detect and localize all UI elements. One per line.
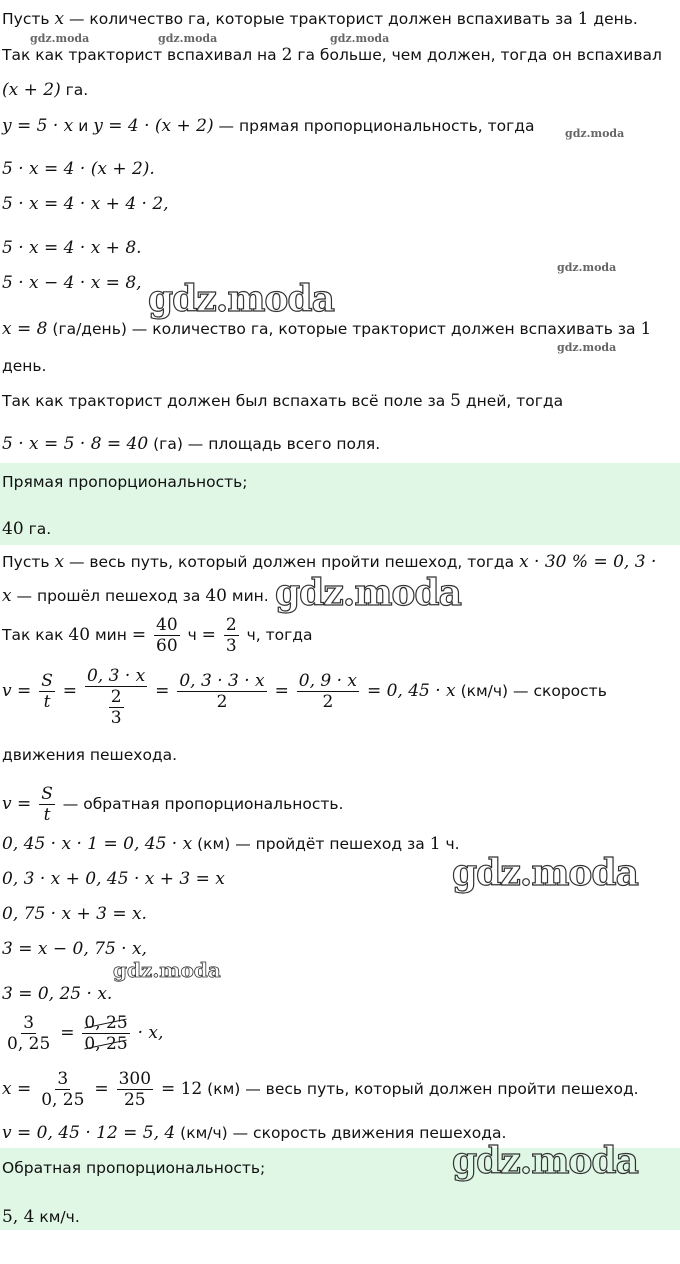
text-line: y = 5 · x и y = 4 · (x + 2) — прямая пропорциональность, тогда [2, 116, 535, 136]
equation: 0, 3 · x + 0, 45 · x + 3 = x [2, 869, 225, 889]
text-line: Пусть x — весь путь, который должен пройти пешеход, тогда x · 30 % = 0, 3 · [2, 552, 657, 572]
fraction: $\frac{300}{25}$ [118, 1069, 152, 1110]
fraction: $\frac{3}{0, 25}$ [7, 1013, 51, 1054]
equation: 5 · x − 4 · x = 8, [2, 273, 142, 293]
fraction: $\frac{0, 3 \cdot x}{\frac{2}{3}}$ [86, 666, 146, 728]
answer-text: 40 га. [2, 519, 52, 539]
equation: 5 · x = 4 · (x + 2). [2, 159, 155, 179]
fraction: $\frac{0, 3 \cdot 3 \cdot x}{2}$ [179, 671, 265, 712]
text-line: Так как тракторист должен был вспахать всё поле за 5 дней, тогда [2, 391, 564, 411]
watermark: gdz.moda [275, 572, 461, 614]
watermark: gdz.moda [113, 958, 221, 982]
fraction: $\frac{2}{3}$ [225, 615, 237, 656]
equation: x = $\frac{3}{0, 25}$ = $\frac{300}{25}$ = 12 (км) — весь путь, который должен пройти пешеход. [2, 1069, 639, 1110]
watermark: gdz.moda [148, 278, 334, 320]
text-line: Пусть x — количество га, которые тракторист должен вспахивать за 1 день. [2, 9, 638, 29]
equation: 5 · x = 4 · x + 8. [2, 238, 142, 258]
watermark: gdz.moda [330, 32, 390, 45]
watermark: gdz.moda [158, 32, 218, 45]
watermark: gdz.moda [557, 261, 617, 274]
fraction: $\frac{S}{t}$ [41, 671, 53, 712]
answer-text: Прямая пропорциональность; [2, 473, 248, 491]
watermark: gdz.moda [452, 852, 638, 894]
text-line: x = 8 (га/день) — количество га, которые тракторист должен вспахивать за 1 [2, 319, 652, 339]
equation: 0, 75 · x + 3 = x. [2, 904, 147, 924]
fraction: $\frac{3}{0, 25}$ [41, 1069, 85, 1110]
text-line: x — прошёл пешеход за 40 мин. [2, 586, 269, 606]
text-line: 5 · x = 5 · 8 = 40 (га) — площадь всего поля. [2, 434, 381, 454]
equation: v = $\frac{S}{t}$ = $\frac{0, 3 \cdot x}{\frac{2}{3}}$ = $\frac{0, 3 \cdot 3 \cdot x}{2}$ = $\frac{0, 9 \cdot x}{2}$ = 0, 45 · x (км/ч) — скорость [2, 666, 607, 728]
text-line: движения пешехода. [2, 746, 178, 764]
fraction: $\frac{0, 25}{0, 25}$ [84, 1013, 128, 1054]
fraction: $\frac{0, 9 \cdot x}{2}$ [298, 671, 357, 712]
equation: $\frac{3}{0, 25}$ = $\frac{0, 25}{0, 25}$ · x, [7, 1013, 164, 1054]
equation: 3 = x − 0, 75 · x, [2, 939, 147, 959]
text-line: Так как 40 мин = $\frac{40}{60}$ ч = $\frac{2}{3}$ ч, тогда [2, 615, 313, 656]
fraction: $\frac{40}{60}$ [156, 615, 178, 656]
equation: 3 = 0, 25 · x. [2, 984, 113, 1004]
text-line: Так как тракторист вспахивал на 2 га больше, чем должен, тогда он вспахивал [2, 45, 662, 65]
text-line: день. [2, 357, 47, 375]
equation: v = $\frac{S}{t}$ — обратная пропорциональность. [2, 784, 344, 825]
equation: 5 · x = 4 · x + 4 · 2, [2, 194, 169, 214]
watermark: gdz.moda [452, 1140, 638, 1182]
text-line: 0, 45 · x · 1 = 0, 45 · x (км) — пройдёт пешеход за 1 ч. [2, 834, 460, 854]
fraction: $\frac{2}{3}$ [110, 687, 122, 728]
fraction: $\frac{S}{t}$ [41, 784, 53, 825]
text-line: v = 0, 45 · 12 = 5, 4 (км/ч) — скорость движения пешехода. [2, 1123, 507, 1143]
text-line: (x + 2) га. [2, 80, 89, 100]
answer-text: 5, 4 км/ч. [2, 1207, 80, 1227]
watermark: gdz.moda [557, 341, 617, 354]
watermark: gdz.moda [565, 127, 625, 140]
watermark: gdz.moda [30, 32, 90, 45]
answer-text: Обратная пропорциональность; [2, 1159, 266, 1177]
